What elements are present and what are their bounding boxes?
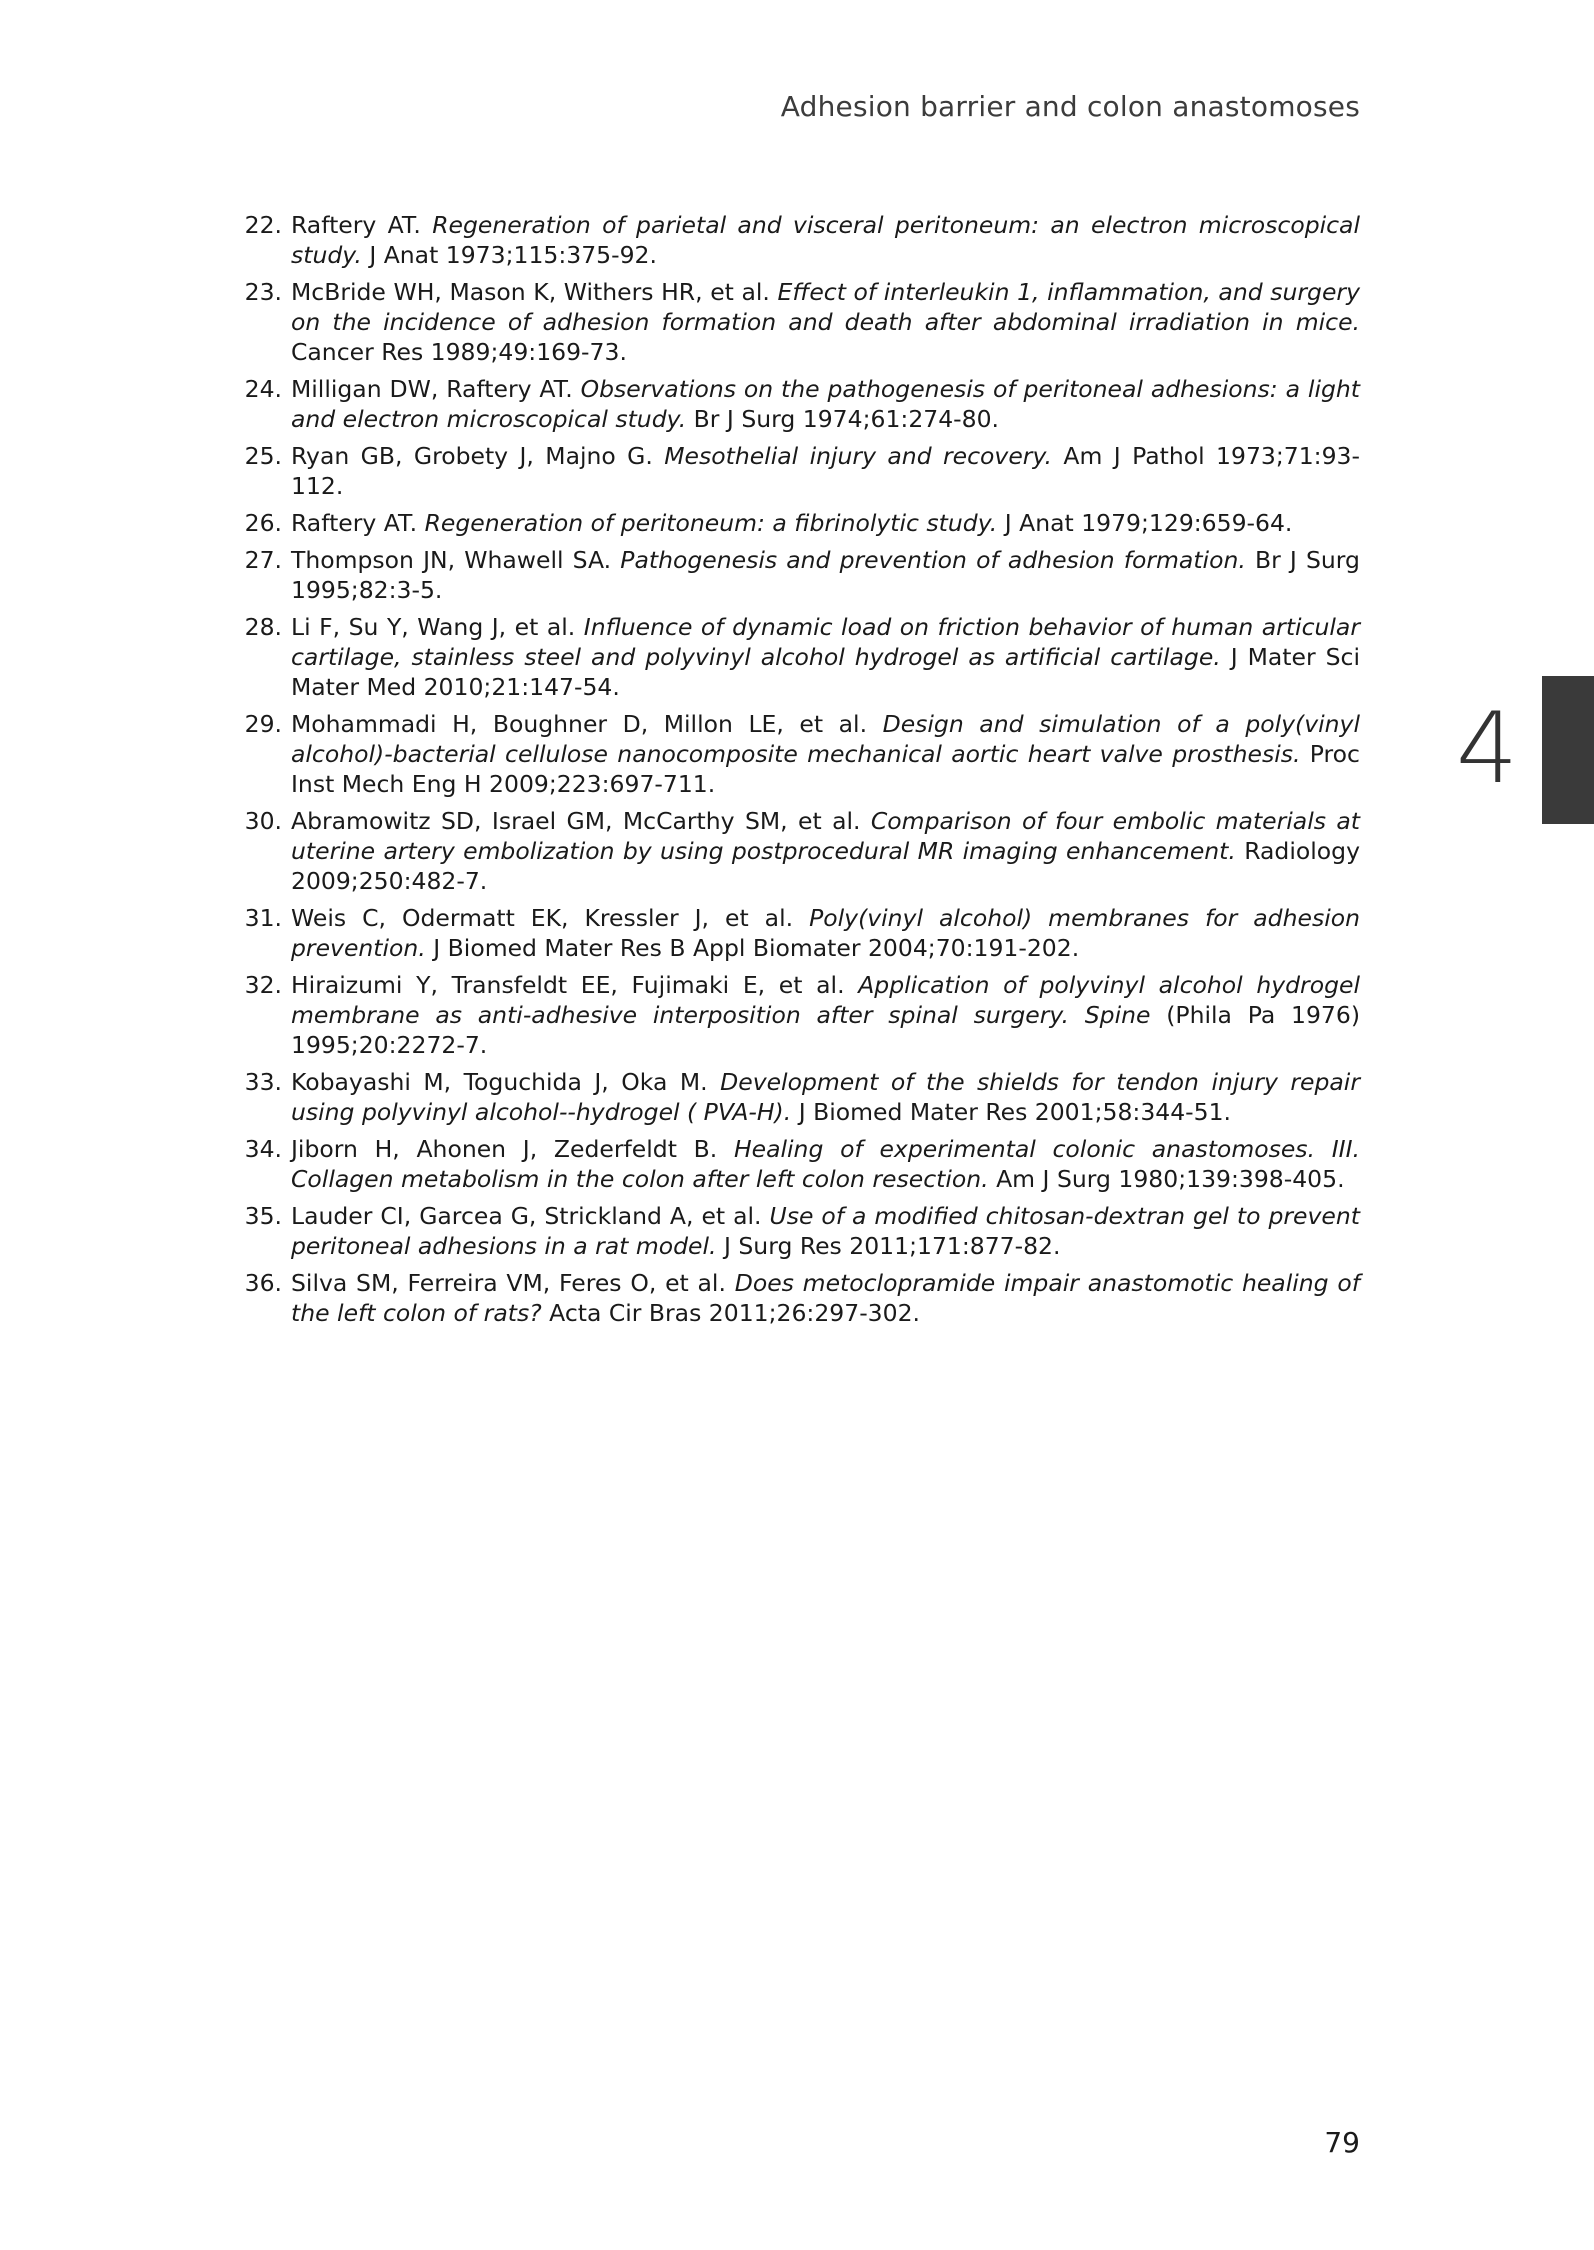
reference-source: (Phila Pa 1976) 1995;20:2272-7. bbox=[291, 1001, 1360, 1059]
reference-number: 34. bbox=[244, 1135, 282, 1163]
reference-source: Cancer Res 1989;49:169-73. bbox=[291, 338, 627, 366]
reference-title: Application of polyvinyl alcohol hydrogel membrane as anti-adhesive interposition after spinal surgery. Spine bbox=[291, 971, 1360, 1029]
reference-number: 30. bbox=[244, 807, 282, 835]
reference-number: 27. bbox=[244, 546, 282, 574]
reference-authors: Ryan GB, Grobety J, Majno G. bbox=[291, 442, 653, 470]
reference-item bbox=[230, 1268, 1360, 1328]
reference-title: Regeneration of parietal and visceral peritoneum: an electron microscopical study. bbox=[291, 211, 1360, 269]
reference-number: 28. bbox=[244, 613, 282, 641]
reference-item bbox=[230, 903, 1360, 963]
reference-source: J Surg Res 2011;171:877-82. bbox=[723, 1232, 1061, 1260]
reference-title: Observations on the pathogenesis of peritoneal adhesions: a light and electron microscopical study. bbox=[291, 375, 1360, 433]
running-header: Adhesion barrier and colon anastomoses bbox=[780, 90, 1360, 123]
reference-source: Br J Surg 1974;61:274-80. bbox=[693, 405, 1000, 433]
reference-authors: McBride WH, Mason K, Withers HR, et al. bbox=[291, 278, 770, 306]
reference-item bbox=[230, 210, 1360, 270]
reference-item bbox=[230, 1201, 1360, 1261]
reference-title: Development of the shields for tendon injury repair using polyvinyl alcohol--hydrogel ( PVA-H). bbox=[291, 1068, 1360, 1126]
reference-source: Am J Surg 1980;139:398-405. bbox=[996, 1165, 1345, 1193]
reference-number: 31. bbox=[244, 904, 282, 932]
reference-authors: Weis C, Odermatt EK, Kressler J, et al. bbox=[291, 904, 794, 932]
reference-number: 24. bbox=[244, 375, 282, 403]
reference-number: 29. bbox=[244, 710, 282, 738]
page-number: 79 bbox=[1324, 2126, 1360, 2159]
reference-source: J Biomed Mater Res B Appl Biomater 2004;70:191-202. bbox=[433, 934, 1080, 962]
reference-source: Proc Inst Mech Eng H 2009;223:697-711. bbox=[291, 740, 1360, 798]
reference-number: 25. bbox=[244, 442, 282, 470]
reference-source: J Mater Sci Mater Med 2010;21:147-54. bbox=[291, 643, 1360, 701]
reference-title: Effect of interleukin 1, inflammation, and surgery on the incidence of adhesion formation and death after abdominal irradiation in mice. bbox=[291, 278, 1360, 336]
reference-authors: Abramowitz SD, Israel GM, McCarthy SM, et al. bbox=[291, 807, 861, 835]
reference-authors: Raftery AT. bbox=[291, 509, 418, 537]
reference-item bbox=[230, 1134, 1360, 1194]
reference-authors: Thompson JN, Whawell SA. bbox=[291, 546, 612, 574]
reference-title: Use of a modified chitosan-dextran gel to prevent peritoneal adhesions in a rat model. bbox=[291, 1202, 1360, 1260]
reference-source: Br J Surg 1995;82:3-5. bbox=[291, 546, 1360, 604]
reference-number: 26. bbox=[244, 509, 282, 537]
reference-item bbox=[230, 277, 1360, 367]
reference-authors: Silva SM, Ferreira VM, Feres O, et al. bbox=[291, 1269, 726, 1297]
reference-title: Influence of dynamic load on friction behavior of human articular cartilage, stainless steel and polyvinyl alcohol hydrogel as artificial cartilage. bbox=[291, 613, 1360, 671]
reference-list bbox=[230, 210, 1360, 1335]
reference-number: 33. bbox=[244, 1068, 282, 1096]
reference-authors: Mohammadi H, Boughner D, Millon LE, et al. bbox=[291, 710, 868, 738]
reference-source: J Biomed Mater Res 2001;58:344-51. bbox=[798, 1098, 1232, 1126]
reference-number: 35. bbox=[244, 1202, 282, 1230]
reference-title: Pathogenesis and prevention of adhesion formation. bbox=[620, 546, 1246, 574]
reference-authors: Milligan DW, Raftery AT. bbox=[291, 375, 573, 403]
reference-authors: Hiraizumi Y, Transfeldt EE, Fujimaki E, et al. bbox=[291, 971, 845, 999]
chapter-tab bbox=[1542, 676, 1594, 824]
reference-item bbox=[230, 806, 1360, 896]
reference-title: Mesothelial injury and recovery. bbox=[664, 442, 1053, 470]
reference-item bbox=[230, 441, 1360, 501]
reference-title: Poly(vinyl alcohol) membranes for adhesion prevention. bbox=[291, 904, 1360, 962]
reference-item bbox=[230, 1067, 1360, 1127]
reference-title: Comparison of four embolic materials at uterine artery embolization by using postprocedural MR imaging enhancement. bbox=[291, 807, 1360, 865]
reference-item bbox=[230, 709, 1360, 799]
reference-authors: Li F, Su Y, Wang J, et al. bbox=[291, 613, 576, 641]
reference-title: Regeneration of peritoneum: a fibrinolytic study. bbox=[424, 509, 998, 537]
reference-item bbox=[230, 374, 1360, 434]
reference-source: J Anat 1973;115:375-92. bbox=[369, 241, 657, 269]
reference-item bbox=[230, 545, 1360, 605]
reference-number: 32. bbox=[244, 971, 282, 999]
reference-item bbox=[230, 508, 1360, 538]
reference-item bbox=[230, 612, 1360, 702]
reference-authors: Kobayashi M, Toguchida J, Oka M. bbox=[291, 1068, 708, 1096]
reference-source: J Anat 1979;129:659-64. bbox=[1004, 509, 1293, 537]
reference-number: 36. bbox=[244, 1269, 282, 1297]
reference-authors: Raftery AT. bbox=[291, 211, 421, 239]
reference-authors: Jiborn H, Ahonen J, Zederfeldt B. bbox=[291, 1135, 718, 1163]
chapter-number: 4 bbox=[1455, 692, 1519, 806]
reference-title: Healing of experimental colonic anastomoses. III. Collagen metabolism in the colon after left colon resection. bbox=[291, 1135, 1360, 1193]
reference-source: Radiology 2009;250:482-7. bbox=[291, 837, 1360, 895]
reference-number: 23. bbox=[244, 278, 282, 306]
reference-title: Design and simulation of a poly(vinyl alcohol)-bacterial cellulose nanocomposite mechanical aortic heart valve prosthesis. bbox=[291, 710, 1360, 768]
reference-title: Does metoclopramide impair anastomotic healing of the left colon of rats? bbox=[291, 1269, 1360, 1327]
reference-authors: Lauder CI, Garcea G, Strickland A, et al. bbox=[291, 1202, 762, 1230]
reference-number: 22. bbox=[244, 211, 282, 239]
reference-item bbox=[230, 970, 1360, 1060]
reference-source: Am J Pathol 1973;71:93-112. bbox=[291, 442, 1360, 500]
reference-source: Acta Cir Bras 2011;26:297-302. bbox=[549, 1299, 920, 1327]
